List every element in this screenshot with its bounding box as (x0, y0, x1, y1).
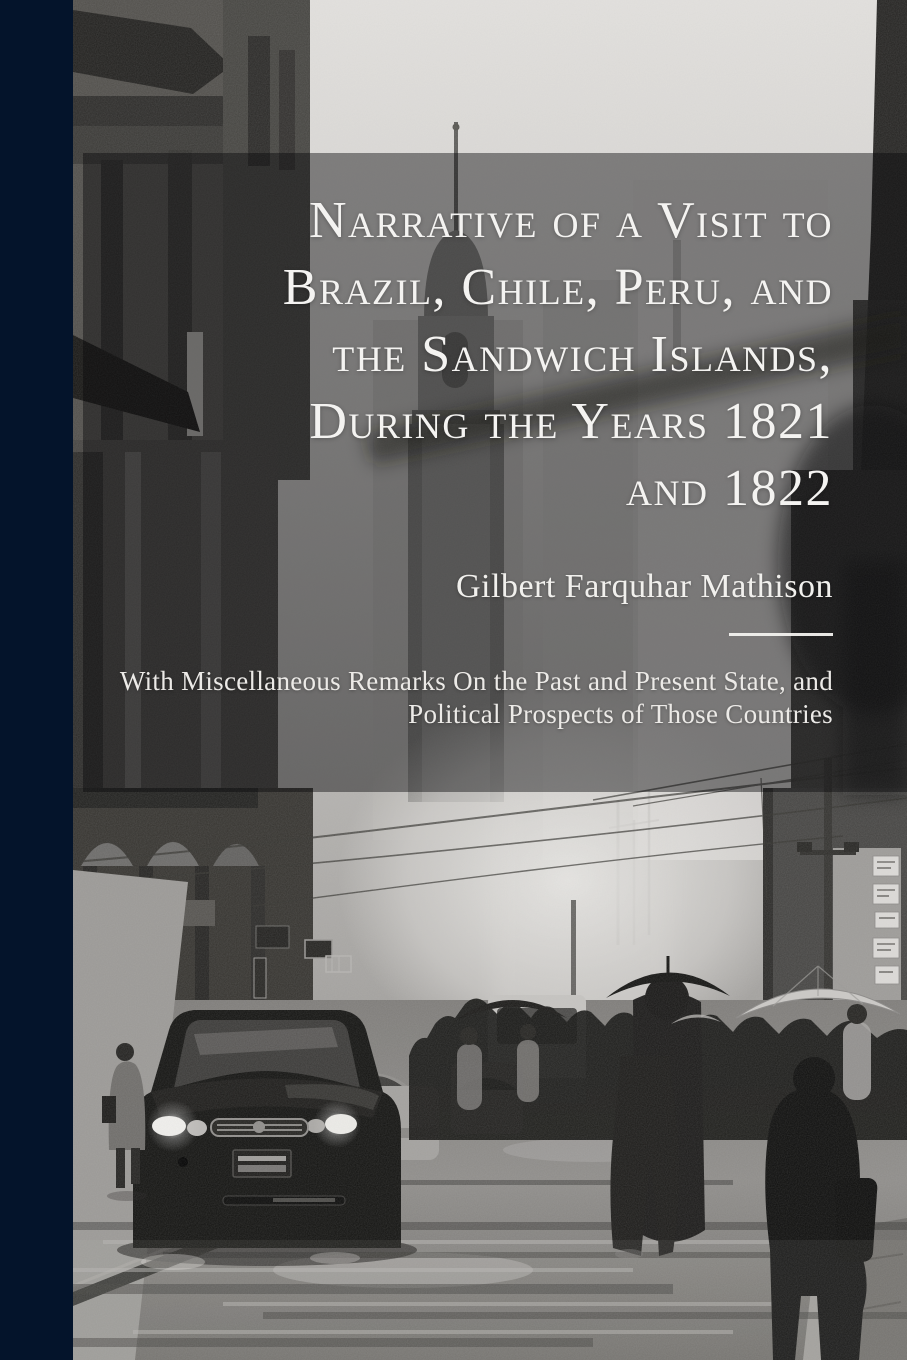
divider-rule (729, 633, 833, 636)
title-line: During the Years 1821 (309, 393, 833, 450)
cover-text (73, 0, 907, 1360)
left-navy-border (0, 0, 73, 1360)
title-line: Narrative of a Visit to (308, 192, 833, 249)
title-line: Brazil, Chile, Peru, and (282, 259, 833, 316)
title-line: the Sandwich Islands, (332, 326, 833, 383)
subtitle-line: Political Prospects of Those Countries (408, 699, 833, 729)
front-cover (73, 0, 907, 1360)
title-line: and 1822 (626, 460, 833, 517)
book-subtitle (113, 665, 833, 731)
author-name: Gilbert Farquhar Mathison (456, 568, 833, 605)
subtitle-line: With Miscellaneous Remarks On the Past and Present State, and (119, 666, 833, 696)
book-title (101, 187, 833, 522)
